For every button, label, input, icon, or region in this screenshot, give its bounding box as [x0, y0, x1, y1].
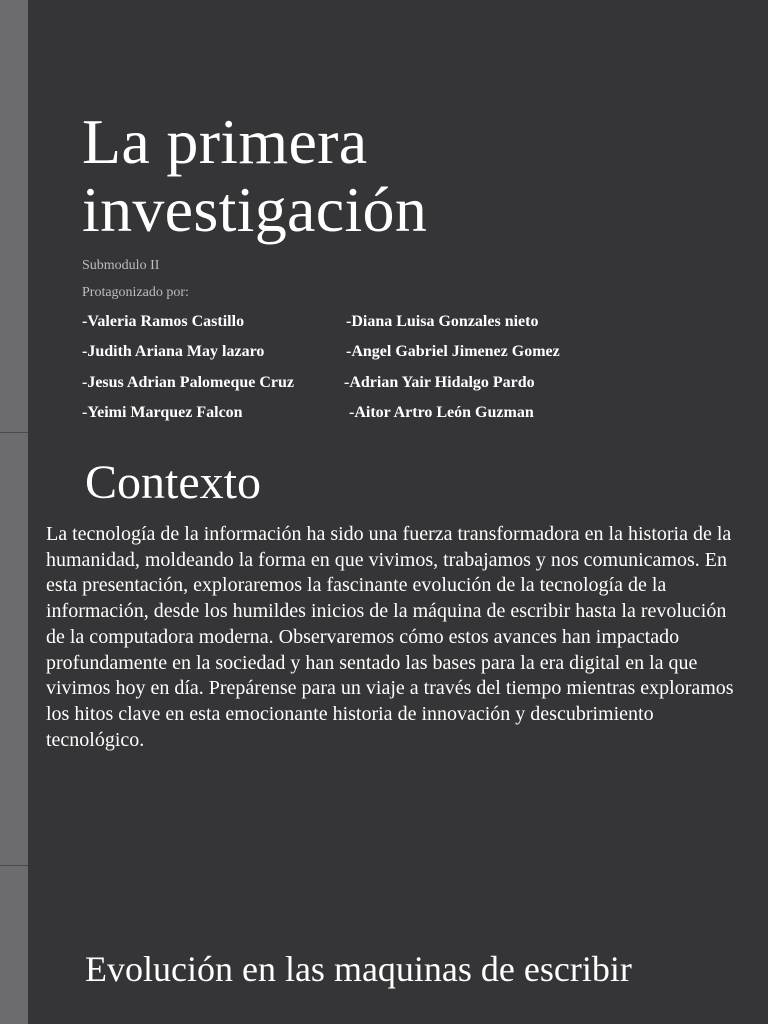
context-paragraph: La tecnología de la información ha sido una fuerza transformadora en la historia de la humanidad, moldeando la forma en que vivimos, trabajamos y nos comunicamos. En esta presentación, exploraremos la fascinante evolución de la tecnología de la información, desde los humildes inicios de la máquina de escribir hasta la revolución de la computadora moderna. Observaremos cómo estos avances han impactado profundamente en la sociedad y han sentado las bases para la era digital en la que vivimos hoy en día. Prepárense para un viaje a través del tiempo mientras exploramos los hitos clave en esta emocionante historia de innovación y descubrimiento tecnológico.	[46, 523, 734, 751]
cast-member: -Diana Luisa Gonzales nieto	[346, 313, 539, 330]
cast-row	[82, 313, 642, 343]
credits-label: Protagonizado por:	[82, 285, 189, 300]
title-line-1: La primera	[82, 106, 368, 177]
slide-evolution	[28, 866, 768, 1024]
cast-row	[82, 374, 642, 404]
cast-member: -Jesus Adrian Palomeque Cruz	[82, 373, 294, 391]
cast-member: -Valeria Ramos Castillo	[82, 313, 245, 330]
slide-context	[28, 433, 768, 865]
slide-title	[28, 0, 768, 432]
cast-row	[82, 343, 642, 373]
slide-thumbnail-strip[interactable]	[0, 0, 28, 1024]
cast-row	[82, 404, 642, 434]
thumbnail-divider	[0, 432, 28, 433]
cast-member: -Adrian Yair Hidalgo Pardo	[344, 373, 535, 391]
presentation-title	[82, 108, 427, 244]
cast-list	[82, 313, 642, 434]
cast-member: -Angel Gabriel Jimenez Gomez	[346, 343, 560, 361]
section-heading: Contexto	[85, 456, 261, 509]
cast-member: -Judith Ariana May lazaro	[82, 343, 265, 361]
subtitle: Submodulo II	[82, 258, 160, 273]
cast-member: -Yeimi Marquez Falcon	[82, 403, 243, 421]
cast-member: -Aitor Artro León Guzman	[349, 403, 534, 421]
thumbnail-divider	[0, 865, 28, 866]
section-heading: Evolución en las maquinas de escribir	[85, 949, 632, 989]
title-line-2: investigación	[82, 174, 428, 245]
